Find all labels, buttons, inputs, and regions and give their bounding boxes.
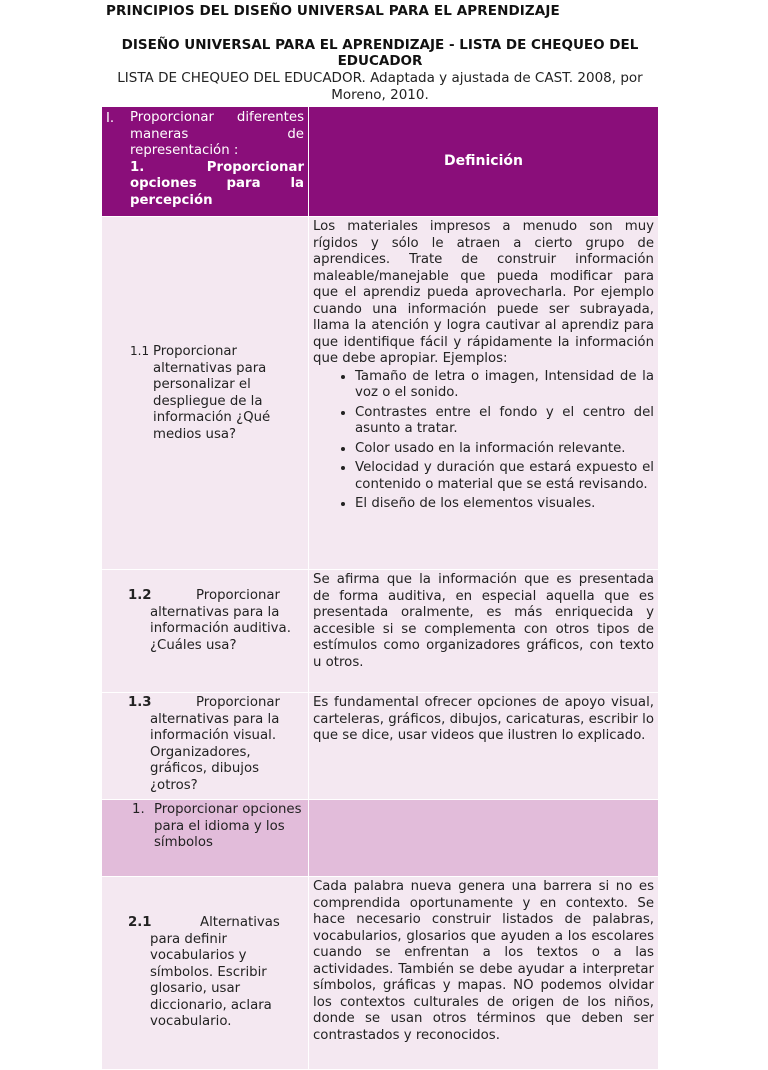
- document-title-line2: EDUCADOR: [337, 53, 423, 69]
- item-label: Proporcionar alternativas para la información auditiva. ¿Cuáles usa?: [150, 588, 291, 653]
- item-label-cell: [102, 693, 309, 800]
- item-definition-cell: [309, 877, 659, 1070]
- item-label-cell: [102, 217, 309, 570]
- item-number: 1.1: [130, 344, 150, 358]
- item-definition: Se afirma que la información que es presentada de forma auditiva, en especial aquella que es presentada oralmente, es más enriquecida y accesible si se complementa con otros tipos de estímulos como organizadores gráficos, con texto u otros.: [313, 572, 654, 670]
- item-label: Proporcionar alternativas para personalizar el despliegue de la información ¿Qué medios usa?: [153, 344, 271, 442]
- list-item: • Velocidad y duración que estará expuesto el contenido o material que se está revisando.: [355, 460, 654, 493]
- item-number: 1.2: [128, 588, 152, 603]
- item-definition: Cada palabra nueva genera una barrera si no es comprendida oportunamente y en contexto. Se hace necesario construir listados de palabras, vocabularios, glosarios que ayuden a los escolares cuando se enfrentan a los textos o a las actividades. También se debe ayudar a interpretar símbolos, gráficas y mapas. NO podemos olvidar los contextos culturales de origen de los niños, donde se usan otros términos que deben ser contrastados y reconocidos.: [313, 879, 654, 1043]
- item-definition-cell: [309, 217, 659, 570]
- item-label-cell: [102, 570, 309, 693]
- document-subtitle-line1: LISTA DE CHEQUEO DEL EDUCADOR. Adaptada y ajustada de CAST. 2008, por: [117, 70, 643, 86]
- item-label-cell: [102, 877, 309, 1070]
- table-row: [102, 693, 659, 800]
- item-definition-cell: [309, 693, 659, 800]
- document-title-line1: DISEÑO UNIVERSAL PARA EL APRENDIZAJE - LISTA DE CHEQUEO DEL: [121, 37, 639, 53]
- item-number: 1.3: [128, 695, 152, 710]
- item-label: Proporcionar alternativas para la información visual. Organizadores, gráficos, dibujos ¿otros?: [150, 695, 281, 793]
- checklist-table: [101, 106, 659, 1070]
- table-row: [102, 800, 659, 877]
- list-item: • Tamaño de letra o imagen, Intensidad de la voz o el sonido.: [355, 369, 654, 402]
- header-title: PRINCIPIOS DEL DISEÑO UNIVERSAL PARA EL APRENDIZAJE: [106, 3, 560, 19]
- examples-list: [313, 369, 654, 513]
- section-heading-cell: [102, 800, 309, 877]
- list-item: • El diseño de los elementos visuales.: [355, 496, 654, 513]
- list-item: • Contrastes entre el fondo y el centro del asunto a tratar.: [355, 405, 654, 438]
- definition-header: Definición: [309, 107, 659, 217]
- item-definition: Los materiales impresos a menudo son muy rígidos y sólo le atraen a cierto grupo de aprendices. Trate de construir información maleable/manejable que pueda modificar para que el aprendiz pueda aprovecharla. Por ejemplo cuando una información puede ser subrayada, llama la atención y logra cautivar al aprendiz para que identifique fácil y rápidamente la información que debe apropiar. Ejemplos:: [313, 219, 654, 366]
- guideline-text: 1. Proporcionar opciones para la percepción: [130, 159, 304, 208]
- table-row: [102, 877, 659, 1070]
- item-label: Alternativas para definir vocabularios y símbolos. Escribir glosario, usar diccionario, aclara vocabulario.: [150, 915, 280, 1030]
- section-definition-cell: [309, 800, 659, 877]
- section-heading: Proporcionar opciones para el idioma y los símbolos: [154, 802, 302, 850]
- item-definition: Es fundamental ofrecer opciones de apoyo visual, carteleras, gráficos, dibujos, caricaturas, escribir lo que se dice, usar videos que ilustren lo explicado.: [313, 695, 654, 743]
- item-number: 2.1: [128, 915, 152, 931]
- list-item: • Color usado en la información relevante.: [355, 441, 654, 458]
- principle-text: Proporcionar diferentes maneras de representación :: [130, 110, 304, 158]
- header-principle-cell: [102, 107, 309, 217]
- table-row: [102, 570, 659, 693]
- roman-numeral: I.: [106, 111, 115, 126]
- table-row: [102, 217, 659, 570]
- document-title: [100, 37, 660, 69]
- document-subtitle-line2: Moreno, 2010.: [331, 86, 429, 103]
- table-header-row: [102, 107, 659, 217]
- item-definition-cell: [309, 570, 659, 693]
- section-number: 1.: [132, 802, 145, 817]
- document-subtitle: [100, 70, 660, 103]
